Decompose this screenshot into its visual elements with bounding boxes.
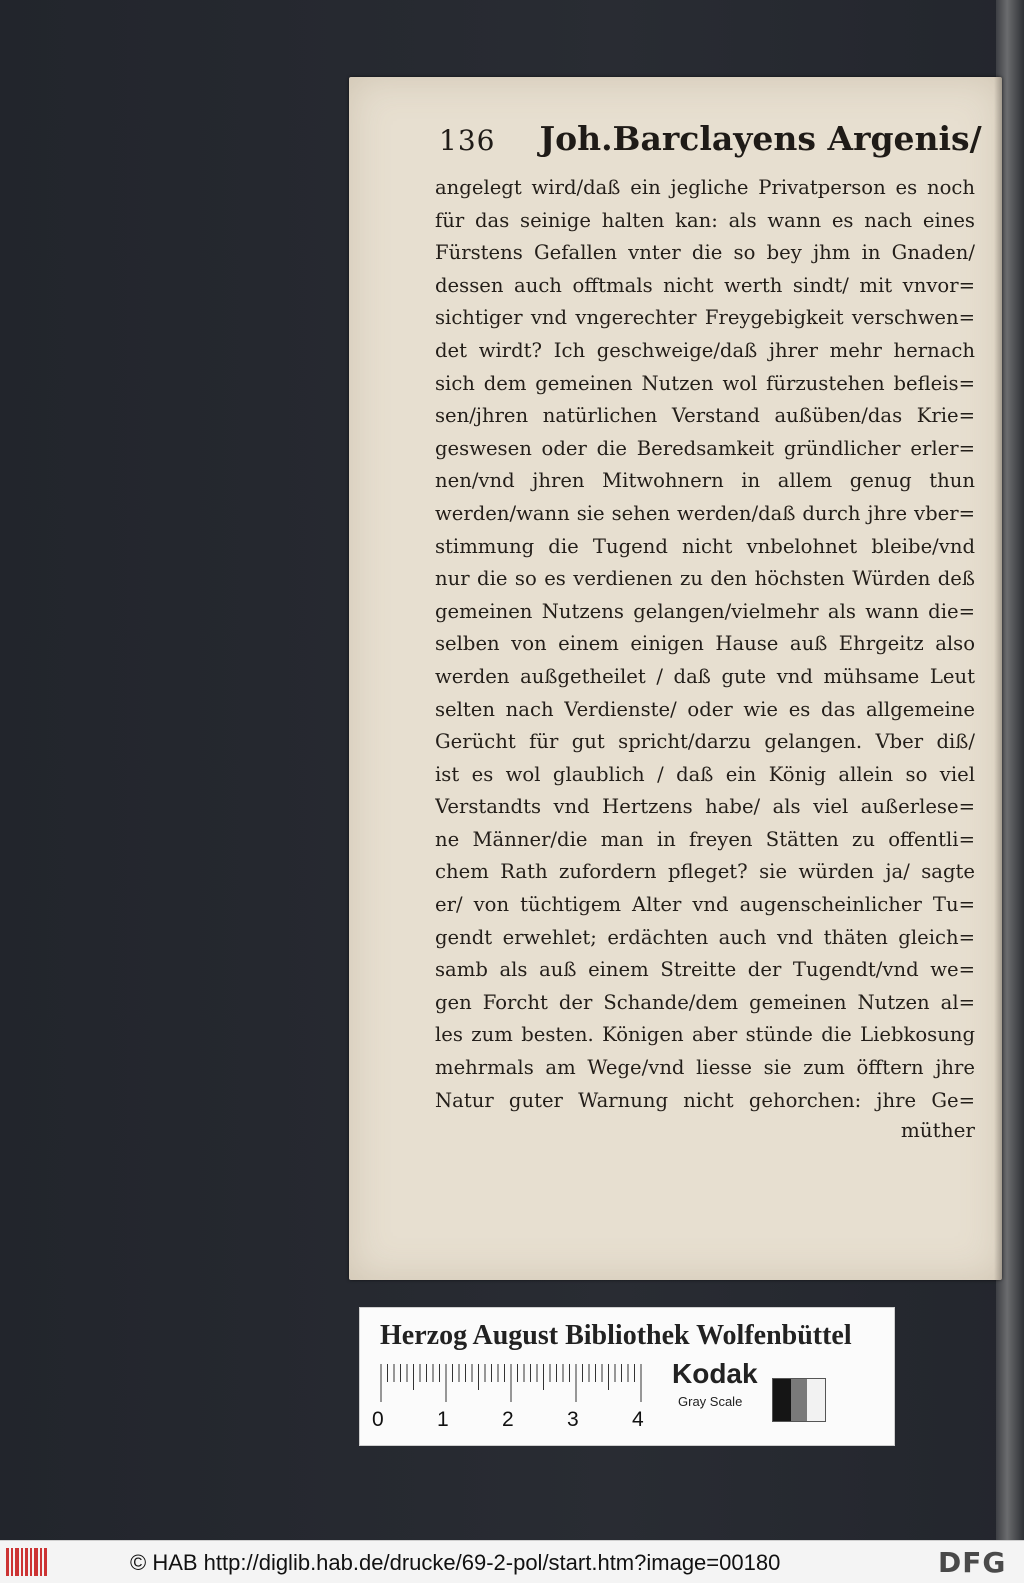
text-line: selben von einem einigen Hause auß Ehrgeitz also xyxy=(435,632,975,656)
text-line: werden außgetheilet / daß gute vnd mühsame Leut xyxy=(435,664,975,688)
gray-swatch xyxy=(791,1379,807,1421)
page-header xyxy=(439,119,982,165)
book-page xyxy=(349,77,1002,1280)
text-line: dessen auch offtmals nicht werth sindt/ mit vnvor= xyxy=(435,273,975,297)
ruler-ticks xyxy=(380,1364,648,1404)
text-line: angelegt wird/daß ein jegliche Privatperson es noch xyxy=(435,176,975,199)
ruler-number: 2 xyxy=(502,1408,514,1431)
ruler-number: 1 xyxy=(437,1408,449,1431)
text-line: samb als auß einem Streitte der Tugendt/vnd we= xyxy=(435,958,975,982)
running-head: Joh.Barclayens Argenis/ xyxy=(539,119,982,158)
gray-swatch xyxy=(807,1379,825,1421)
text-line: sen/jhren natürlichen Verstand außüben/das Krie= xyxy=(435,404,975,428)
kodak-logo: Kodak xyxy=(672,1358,758,1389)
text-line: nur die so es verdienen zu den höchsten Würden deß xyxy=(435,567,975,591)
text-line: geswesen oder die Beredsamkeit gründlicher erler= xyxy=(435,436,975,460)
text-line: gemeinen Nutzens gelangen/vielmehr als wann die= xyxy=(435,599,975,623)
ruler-number: 3 xyxy=(567,1408,579,1431)
footer-bar xyxy=(0,1540,1024,1583)
text-line: nen/vnd jhren Mitwohnern in allem genug thun xyxy=(435,469,975,493)
text-line: er/ von tüchtigem Alter vnd augenscheinlicher Tu= xyxy=(435,893,975,917)
text-line: für das seinige halten kan: als wann es nach eines xyxy=(435,208,975,232)
gray-swatches xyxy=(772,1378,826,1422)
text-line: sichtiger vnd vngerechter Freygebigkeit verschwen= xyxy=(435,306,975,330)
library-name: Herzog August Bibliothek Wolfenbüttel xyxy=(380,1320,852,1351)
body-text xyxy=(435,172,975,1117)
text-line: gen Forcht der Schande/dem gemeinen Nutzen al= xyxy=(435,990,975,1014)
copyright-credit: © HAB http://diglib.hab.de/drucke/69-2-pol/start.htm?image=00180 xyxy=(130,1550,781,1575)
color-calibration-card xyxy=(359,1307,895,1446)
text-line: Gerücht für gut spricht/darzu gelangen. Vber diß/ xyxy=(435,730,975,754)
text-line: chem Rath zufordern pfleget? sie würden ja/ sagte xyxy=(435,860,975,884)
text-line: Natur guter Warnung nicht gehorchen: jhre Ge= xyxy=(435,1088,975,1112)
text-line: Verstandts vnd Hertzens habe/ als viel außerlese= xyxy=(435,795,975,819)
ruler-scale xyxy=(380,1364,648,1404)
catchword: müther xyxy=(900,1118,975,1142)
text-line: les zum besten. Königen aber stünde die Liebkosung xyxy=(435,1023,975,1047)
text-line: selten nach Verdienste/ oder wie es das allgemeine xyxy=(435,697,975,721)
text-line: ist es wol glaublich / daß ein König allein so viel xyxy=(435,762,975,786)
gray-scale-label: Gray Scale xyxy=(678,1394,743,1409)
text-line: werden/wann sie sehen werden/daß durch jhre vber= xyxy=(435,501,975,525)
gray-swatch xyxy=(773,1379,791,1421)
dfg-logo: DFG xyxy=(938,1546,1007,1579)
text-line: gendt erwehlet; erdächten auch vnd thäten gleich= xyxy=(435,925,975,949)
text-line: det wirdt? Ich geschweige/daß jhrer mehr hernach xyxy=(435,338,975,362)
text-line: ne Männer/die man in freyen Stätten zu offentli= xyxy=(435,827,975,851)
text-line: sich dem gemeinen Nutzen wol fürzustehen befleis= xyxy=(435,371,975,395)
text-line: stimmung die Tugend nicht vnbelohnet bleibe/vnd xyxy=(435,534,975,558)
ruler-number: 0 xyxy=(372,1408,384,1431)
text-line: Fürstens Gefallen vnter die so bey jhm in Gnaden/ xyxy=(435,241,975,265)
barcode-icon xyxy=(6,1548,50,1576)
page-number: 136 xyxy=(439,124,496,157)
page-edge-shadow xyxy=(994,77,1002,1280)
text-line: mehrmals am Wege/vnd liesse sie zum öfftern jhre xyxy=(435,1056,975,1080)
ruler-number: 4 xyxy=(632,1408,644,1431)
ruler-numbers xyxy=(372,1408,662,1434)
